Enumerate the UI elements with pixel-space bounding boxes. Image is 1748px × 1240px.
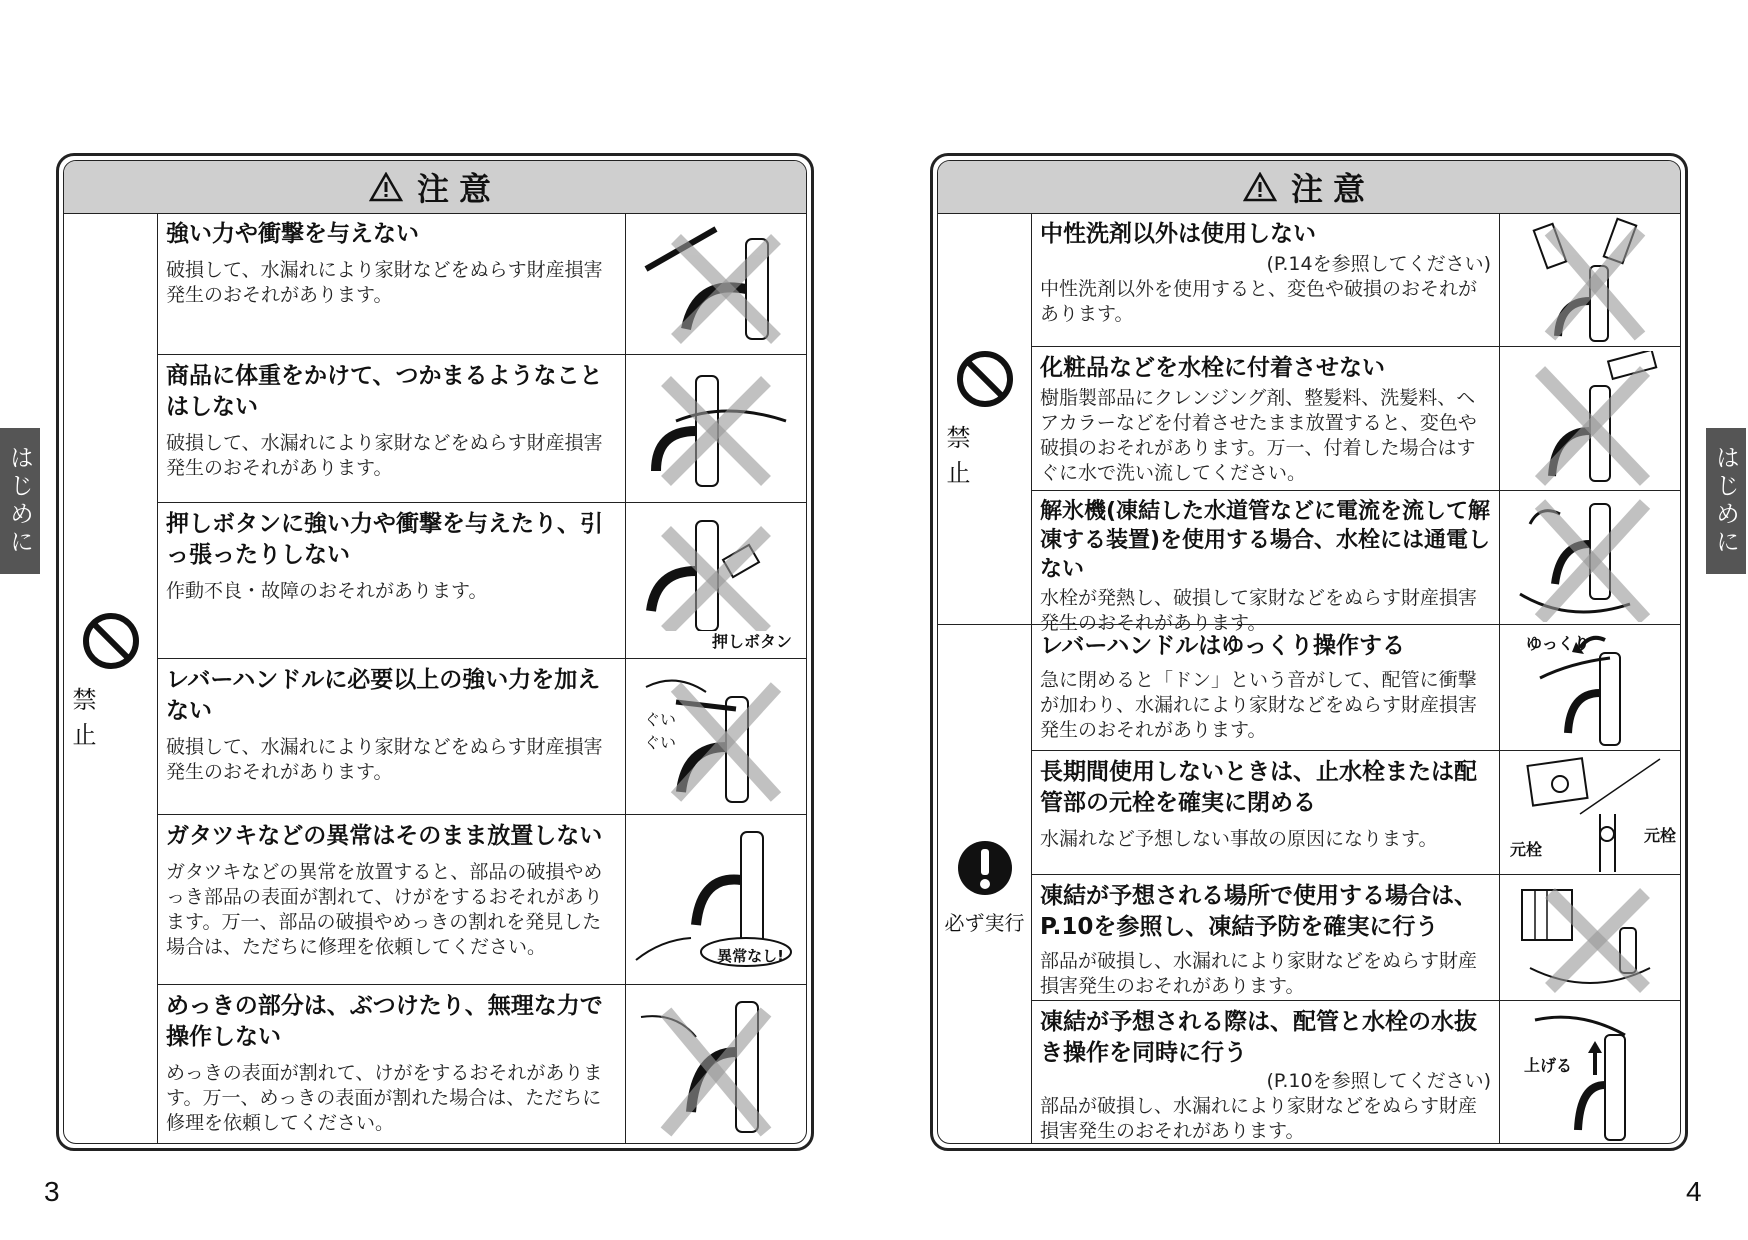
caution-panel-left bbox=[56, 153, 814, 1151]
item-title: ガタツキなどの異常はそのまま放置しない bbox=[166, 823, 603, 849]
list-item bbox=[158, 355, 806, 503]
caption-main-valve-left: 元栓 bbox=[1510, 840, 1543, 859]
mandatory-action-icon bbox=[956, 839, 1014, 897]
lever-slow-illustration bbox=[1500, 625, 1680, 750]
drain-water-illustration bbox=[1500, 1001, 1680, 1144]
caption-no-abnormality: 異常なし! bbox=[717, 947, 784, 965]
item-body: 水栓が発熱し、破損して家財などをぬらす財産損害発生のおそれがあります。 bbox=[1040, 587, 1478, 634]
item-body: 破損して、水漏れにより家財などをぬらす財産損害発生のおそれがあります。 bbox=[166, 432, 603, 479]
faucet-button-illustration bbox=[626, 503, 806, 658]
caption-gui-gui: ぐい ぐい bbox=[644, 710, 677, 752]
category-prohibit-label: 禁 止 bbox=[946, 423, 1047, 487]
item-title: 長期間使用しないときは、止水栓または配管部の元栓を確実に閉める bbox=[1040, 759, 1477, 816]
list-item bbox=[158, 985, 806, 1144]
faucet-lever-force-illustration bbox=[626, 659, 806, 814]
caution-panel-right bbox=[930, 153, 1688, 1151]
item-body: ガタツキなどの異常を放置すると、部品の破損やめっき部品の表面が割れて、けがをするおそれがあります。万一、部品の破損やめっきの割れを発見した場合は、ただちに修理を依頼してください。 bbox=[166, 861, 603, 958]
item-title: 中性洗剤以外は使用しない bbox=[1040, 221, 1316, 247]
faucet-check-illustration bbox=[626, 815, 806, 984]
panel-header-text: 注意 bbox=[416, 170, 501, 208]
list-item bbox=[158, 659, 806, 815]
item-body: 破損して、水漏れにより家財などをぬらす財産損害発生のおそれがあります。 bbox=[166, 259, 603, 306]
item-title: 押しボタンに強い力や衝撃を与えたり、引っ張ったりしない bbox=[166, 511, 603, 568]
list-item bbox=[1032, 213, 1680, 347]
list-item bbox=[1032, 1001, 1680, 1144]
item-body: 作動不良・故障のおそれがあります。 bbox=[166, 580, 488, 602]
caption-raise: 上げる bbox=[1524, 1056, 1573, 1075]
panel-header bbox=[64, 161, 806, 214]
cosmetics-illustration bbox=[1500, 347, 1680, 490]
page-number-left: 3 bbox=[44, 1176, 60, 1207]
item-body: めっきの表面が割れて、けがをするおそれがあります。万一、めっきの表面が割れた場合は、ただちに修理を依頼してください。 bbox=[166, 1062, 603, 1134]
item-title: レバーハンドルはゆっくり操作する bbox=[1040, 633, 1406, 659]
item-title: 化粧品などを水栓に付着させない bbox=[1040, 355, 1385, 381]
item-title: 解氷機(凍結した水道管などに電流を流して解凍する装置)を使用する場合、水栓には通電しない bbox=[1040, 499, 1491, 582]
item-body: 部品が破損し、水漏れにより家財などをぬらす財産損害発生のおそれがあります。 bbox=[1040, 1095, 1478, 1142]
list-item bbox=[1032, 625, 1680, 751]
item-body: 中性洗剤以外を使用すると、変色や破損のおそれがあります。 bbox=[1040, 278, 1478, 325]
faucet-plating-illustration bbox=[626, 985, 806, 1144]
category-prohibit-label: 禁 止 bbox=[72, 686, 173, 749]
caption-main-valve-right: 元栓 bbox=[1643, 826, 1676, 845]
item-title: 強い力や衝撃を与えない bbox=[166, 221, 419, 247]
panel-header-text: 注意 bbox=[1290, 170, 1375, 208]
item-title: レバーハンドルに必要以上の強い力を加えない bbox=[166, 667, 601, 724]
item-body: 部品が破損し、水漏れにより家財などをぬらす財産損害発生のおそれがあります。 bbox=[1040, 950, 1478, 997]
freeze-prevention-illustration bbox=[1500, 875, 1680, 1000]
item-reference: (P.10を参照してください) bbox=[1266, 1070, 1491, 1092]
prohibit-icon bbox=[956, 350, 1014, 408]
item-title: 凍結が予想される際は、配管と水栓の水抜き操作を同時に行う bbox=[1040, 1009, 1477, 1066]
page-number-right: 4 bbox=[1686, 1176, 1702, 1207]
caption-push-button: 押しボタン bbox=[711, 632, 792, 651]
main-valve-illustration bbox=[1500, 751, 1680, 874]
list-item bbox=[158, 503, 806, 659]
item-body: 水漏れなど予想しない事故の原因になります。 bbox=[1040, 828, 1438, 850]
list-item bbox=[1032, 491, 1680, 634]
detergent-illustration bbox=[1500, 213, 1680, 346]
panel-header bbox=[938, 161, 1680, 214]
side-tab-right: はじめに bbox=[1706, 428, 1746, 574]
side-tab-left: はじめに bbox=[0, 428, 40, 574]
deicer-illustration bbox=[1500, 491, 1680, 624]
category-must-label: 必ず実行 bbox=[944, 910, 1025, 935]
item-body: 急に閉めると「ドン」という音がして、配管に衝撃が加わり、水漏れにより家財などをぬらす財産損害発生のおそれがあります。 bbox=[1040, 669, 1478, 741]
list-item bbox=[1032, 875, 1680, 1001]
list-item bbox=[1032, 751, 1680, 875]
category-prohibit bbox=[938, 213, 1047, 625]
warning-triangle-icon bbox=[1243, 172, 1277, 202]
list-item bbox=[158, 815, 806, 985]
item-title: 商品に体重をかけて、つかまるようなことはしない bbox=[166, 363, 603, 420]
prohibit-icon bbox=[82, 612, 140, 670]
item-body: 樹脂製部品にクレンジング剤、整髪料、洗髪料、ヘアカラーなどを付着させたまま放置すると、変色や破損のおそれがあります。万一、付着した場合はすぐに水で洗い流してください。 bbox=[1040, 387, 1477, 484]
list-item bbox=[1032, 347, 1680, 491]
faucet-wrench-illustration bbox=[626, 213, 806, 354]
category-prohibit bbox=[64, 213, 173, 1144]
item-title: 凍結が予想される場所で使用する場合は、P.10を参照し、凍結予防を確実に行う bbox=[1040, 883, 1477, 940]
item-reference: (P.14を参照してください) bbox=[1266, 253, 1491, 275]
category-must bbox=[938, 625, 1032, 1144]
caption-slowly: ゆっくり bbox=[1526, 634, 1590, 653]
list-item bbox=[158, 213, 806, 355]
item-body: 破損して、水漏れにより家財などをぬらす財産損害発生のおそれがあります。 bbox=[166, 736, 603, 783]
item-title: めっきの部分は、ぶつけたり、無理な力で操作しない bbox=[166, 993, 603, 1050]
warning-triangle-icon bbox=[369, 172, 403, 202]
faucet-hand-illustration bbox=[626, 355, 806, 502]
